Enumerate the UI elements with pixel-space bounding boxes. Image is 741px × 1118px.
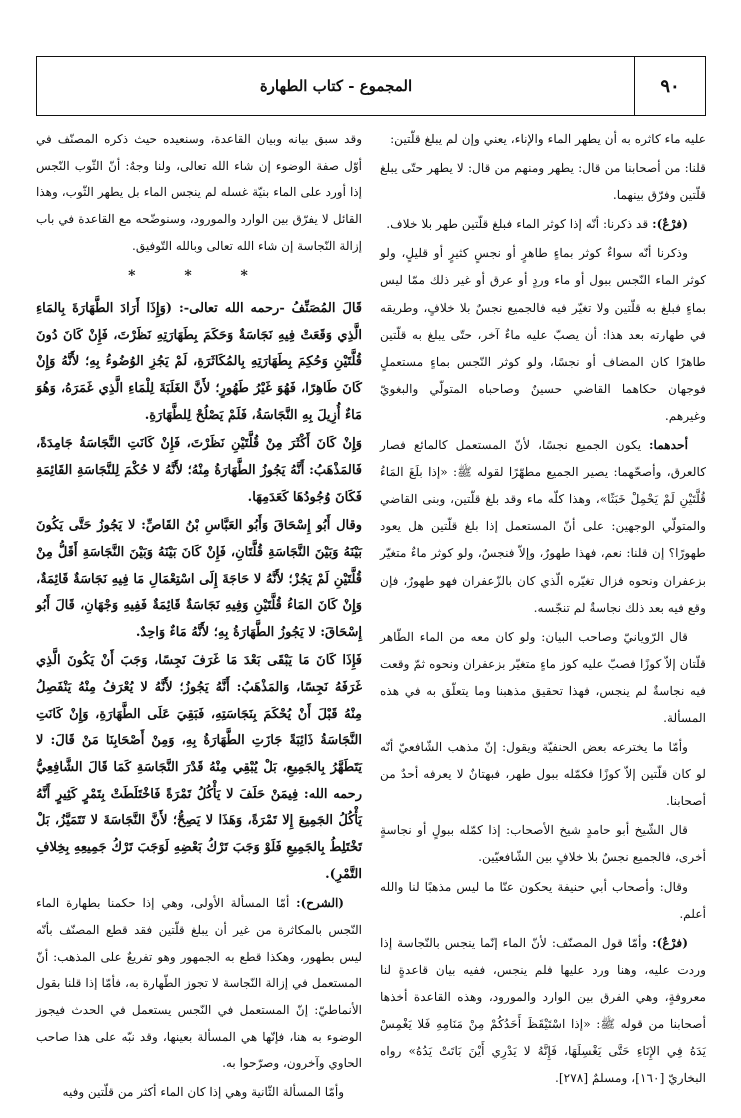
- paragraph-text: وذكرنا أنّه سواءٌ كوثر بماءٍ طاهرٍ أو نجسٍ كثيرٍ أو قليلٍ، ولو كوثر الماء النّجس ببول أو ماء وردٍ أو عرق أو غير ذلك ممّا ليس بماءٍ فبلغ به قلّتين ولا تغيّر فيه فالجميع نجسٌ بلا خلافٍ، وطريقه في طهارته بعد هذا: أن يصبّ عليه ماءٌ آخر، حتّى يبلغ به قلّتين طاهرًا كان المضاف أو نجسًا، ولو كوثر النّجس بماءٍ مستعملٍ فوجهان حكاهما القاضي حسينٌ وصاحباه المتولّي والبغويّ وغيرهم.: [380, 246, 706, 423]
- section-divider-stars: * * *: [128, 268, 270, 285]
- paragraph: [36, 890, 362, 1077]
- paragraph: [380, 817, 706, 871]
- paragraph-text: قال الشّيخ أبو حامدٍ شيخ الأصحاب: إذا كمّله ببولٍ أو نجاسةٍ أخرى، فالجميع نجسٌ بلا خلافٍ بين الشّافعيّين.: [380, 823, 706, 865]
- paragraph-text: قلنا: من أصحابنا من قال: يطهر ومنهم من قال: لا يطهر حتّى يبلغ قلّتين وفرّق بينهما.: [380, 161, 706, 203]
- paragraph-text: قال الرّويانيّ وصاحب البيان: ولو كان معه من الماء الطّاهر قلّتان إلاّ كوزًا فصبّ عليه كوز ماءٍ متغيّر بزعفران ونحوه ثمّ وقعت فيه نجاسةٌ لم ينجس، فهذا تحقيق مذهبنا وما يتعلّق به في هذه المسألة.: [380, 629, 706, 725]
- page-header: [36, 56, 706, 116]
- paragraph-label: (فرْعٌ):: [652, 217, 688, 232]
- paragraph-text: عليه ماء كاثره به أن يطهر الماء والإناء، يعني وإن لم يبلغ قلّتين:: [390, 132, 706, 146]
- paragraph: [380, 240, 706, 430]
- matn-paragraph: [36, 513, 362, 646]
- paragraph-text: وأمّا قول المصنّف: لأنّ الماء إنّما ينجس بالنّجاسة إذا وردت عليه، وهنا ورد عليها فلم ينجس، ففيه بيان قاعدةٍ لنا معروفةٍ، وهي الفرق بين الوارد والمورود، وهذه القاعدة أخذها أصحابنا من قوله ﷺ: «إذا اسْتَيْقَظَ أَحَدُكُمْ مِنْ مَنَامِهِ فَلا يَغْمِسْ يَدَهُ فِي الإِنَاءِ حَتَّى يَغْسِلَهَا، فَإِنَّهُ لا يَدْرِي أَيْنَ بَاتَتْ يَدُهُ» رواه البخاريّ [١٦٠]، ومسلمٌ [٢٧٨].: [380, 935, 706, 1086]
- paragraph-label: (الشرح):: [296, 896, 344, 911]
- paragraph-text: قد ذكرنا: أنّه إذا كوثر الماء فبلغ قلّتين طهر بلا خلاف.: [386, 217, 653, 232]
- paragraph: [36, 1079, 362, 1106]
- left-column-top: [36, 126, 362, 259]
- paragraph: [380, 211, 706, 238]
- left-column: [36, 126, 362, 1108]
- paragraph: [380, 155, 706, 209]
- paragraph-text: وقد سبق بيانه وبيان القاعدة، وسنعيده حيث ذكره المصنّف في أوّل صفة الوضوء إن شاء الله تعالى، ولنا وجهٌ: أنّ الثّوب النّجس إذا أورد على الماء بنيّة غسله لم ينجس الماء بل يطهر الثّوب، وهذا القائل لا يفرّق بين الوارد والمورود، وسنوضّحه مع القاعدة في باب إزالة النّجاسة إن شاء الله تعالى وبالله التّوفيق.: [36, 132, 362, 253]
- paragraph: [380, 874, 706, 928]
- paragraph: [380, 126, 706, 153]
- paragraph-text: قَالَ المُصَنِّفُ -رحمه الله تعالى-: (وَإِذَا أَرَادَ الطَّهَارَةَ بِالمَاءِ الَّذِي وَقَعَتْ فِيهِ نَجَاسَةٌ وَحَكَمَ بِطَهَارَتِهِ نَظَرْتَ، فَإِنْ كَانَ دُونَ قُلَّتَيْنِ وَحُكِمَ بِطَهَارَتِهِ بِالمُكَاثَرَةِ، لَمْ يَجُزِ الوُضُوءُ بِهِ؛ لأَنَّهُ وَإِنْ كَانَ طَاهِرًا، فَهُوَ غَيْرُ طَهُورٍ؛ لأَنَّ الغَلَبَةَ لِلْمَاءِ الَّذِي غَمَرَهُ، وَهُوَ مَاءٌ أُزِيلَ بِهِ النَّجَاسَةُ، فَلَمْ يَصْلُحْ لِلطَّهَارَةِ.: [36, 300, 362, 423]
- paragraph-text: وأمّا ما يخترعه بعض الحنفيّة ويقول: إنّ مذهب الشّافعيّ أنّه لو كان قلّتين إلاّ كوزًا فكمّله ببول طهر، فبهتانٌ لا يعرفه أحدٌ من أصحابنا.: [380, 740, 706, 809]
- right-column: [380, 126, 706, 1094]
- paragraph-text: فَإِذَا كَانَ مَا يَبْقَى بَعْدَ مَا غَرَفَ نَجِسًا، وَجَبَ أَنْ يَكُونَ الَّذِي غَرَفَهُ نَجِسًا، وَالمَذْهَبُ: أَنَّهُ يَجُوزُ؛ لأَنَّهُ لا يُعْرَفُ مِنْهُ يَنْفَصِلُ مِنْهُ قَبْلَ أَنْ يُحْكَمَ بِنَجَاسَتِهِ، فَبَقِيَ عَلَى الطَّهَارَةِ، وَإِنْ كَانَتِ النَّجَاسَةُ ذَائِبَةً جَازَتِ الطَّهَارَةُ بِهِ، وَمِنْ أَصْحَابِنَا مَنْ قَالَ: لا يَتَطَهَّرُ بِالجَمِيعِ، بَلْ يُبْقِي مِنْهُ قَدْرَ النَّجَاسَةِ كَمَا قَالَ الشَّافِعِيُّ رحمه الله: فِيمَنْ حَلَفَ لا يَأْكُلُ تَمْرَةً فَاخْتَلَطَتْ بِتَمْرٍ كَثِيرٍ أَنَّهُ يَأْكُلُ الجَمِيعَ إِلا تَمْرَةً، وَهَذَا لا يَصِحُّ؛ لأَنَّ النَّجَاسَةَ لا تَتَمَيَّزُ، بَلْ تَخْتَلِطُ بِالجَمِيعِ فَلَوْ وَجَبَ تَرْكُ بَعْضِهِ لَوَجَبَ تَرْكُ جَمِيعِهِ بِخِلافِ التَّمْرِ).: [36, 653, 362, 882]
- running-title: المجموع - كتاب الطهارة: [259, 77, 413, 95]
- paragraph: [380, 734, 706, 815]
- paragraph-text: وقال: وأصحاب أبي حنيفة يحكون عنّا ما ليس مذهبًا لنا والله أعلم.: [380, 879, 706, 921]
- paragraph: [36, 126, 362, 259]
- page-number: ٩٠: [634, 57, 705, 115]
- paragraph-text: وأمّا المسألة الثّانية وهي إذا كان الماء أكثر من قلّتين وفيه: [62, 1084, 344, 1099]
- paragraph-text: وَإِنْ كَانَ أَكْثَرَ مِنْ قُلَّتَيْنِ نَظَرْتَ، فَإِنْ كَانَتِ النَّجَاسَةُ جَامِدَةً، فَالمَذْهَبُ: أَنَّهُ يَجُوزُ الطَّهَارَةُ مِنْهُ؛ لأَنَّهُ لا حُكْمَ لِلنَّجَاسَةِ القَائِمَةِ فَكَانَ وُجُودُهَا كَعَدَمِهَا.: [36, 436, 362, 505]
- paragraph: [380, 930, 706, 1093]
- paragraph: [380, 624, 706, 732]
- paragraph-label: (فرْعٌ):: [652, 935, 688, 950]
- matn-paragraph: [36, 296, 362, 429]
- matn-paragraph: [36, 648, 362, 888]
- paragraph-text: أمّا المسألة الأولى، وهي إذا حكمنا بطهارة الماء النّجس بالمكاثرة من غير أن يبلغ قلّتين فقد قطع المصنّف بأنّه ليس بطهور، وهكذا قطع به الجمهور وهو تفريعٌ على المذهب: أنّ المستعمل في إزالة النّجاسة لا تجوز الطّهارة به، فأمّا إذا قلنا بقول الأنماطيّ: إنّ المستعمل في النّجس يستعمل في الحدث فيجوز الوضوء به هنا، فإنّها هي المسألة بعينها، وقد نبّه على هذا صاحب الحاوي وآخرون، وصرّحوا به.: [36, 896, 363, 1071]
- paragraph-label: أحدهما:: [648, 438, 688, 453]
- paragraph-text: وقال أَبُو إِسْحَاقَ وَأَبُو العَبَّاسِ بْنُ القَاصِّ: لا يَجُوزُ حَتَّى يَكُونَ بَيْنَهُ وَبَيْنَ النَّجَاسَةِ قُلَّتَانِ، فَإِنْ كَانَ بَيْنَهُ وَبَيْنَ النَّجَاسَةِ أَقَلُّ مِنْ قُلَّتَيْنِ لَمْ يَجُزْ؛ لأَنَّهُ لا حَاجَةَ إِلَى اسْتِعْمَالِ مَا فِيهِ نَجَاسَةٌ قَائِمَةٌ، وَإِنْ كَانَ المَاءُ قُلَّتَيْنِ وَفِيهِ نَجَاسَةٌ قَائِمَةٌ فَفِيهِ وَجْهَانِ، قَالَ أَبُو إِسْحَاقَ: لا يَجُوزُ الطَّهَارَةُ بِهِ؛ لأَنَّهُ مَاءٌ وَاحِدٌ.: [36, 518, 362, 640]
- left-column-bottom: [36, 296, 362, 1106]
- matn-paragraph: [36, 431, 362, 511]
- paragraph-text: يكون الجميع نجسًا، لأنّ المستعمل كالمائع فصار كالعرق، وأصحّهما: يصير الجميع مطهّرًا لقوله ﷺ: «إذا بلَغَ المَاءُ قُلَّتَيْنِ لَمْ يَحْمِلْ خَبَثًا»، وهذا كلّه ماء وقد بلغ قلّتين، وبنى القاضي والمتولّي الوجهين: على أنّ المستعمل إذا بلغ قلّتين هل يعود طهورًا؟ إن قلنا: نعم، فهذا طهورٌ، وإلاّ فنجسٌ، ولو كوثر ماءٌ متغيّر بزعفران ونحوه فزال تغيّره الّذي كان بالزّعفران فهو طهورٌ، فإن وقع فيه بعد ذلك نجاسةٌ لم تنجّسه.: [380, 438, 706, 615]
- paragraph: [380, 432, 706, 622]
